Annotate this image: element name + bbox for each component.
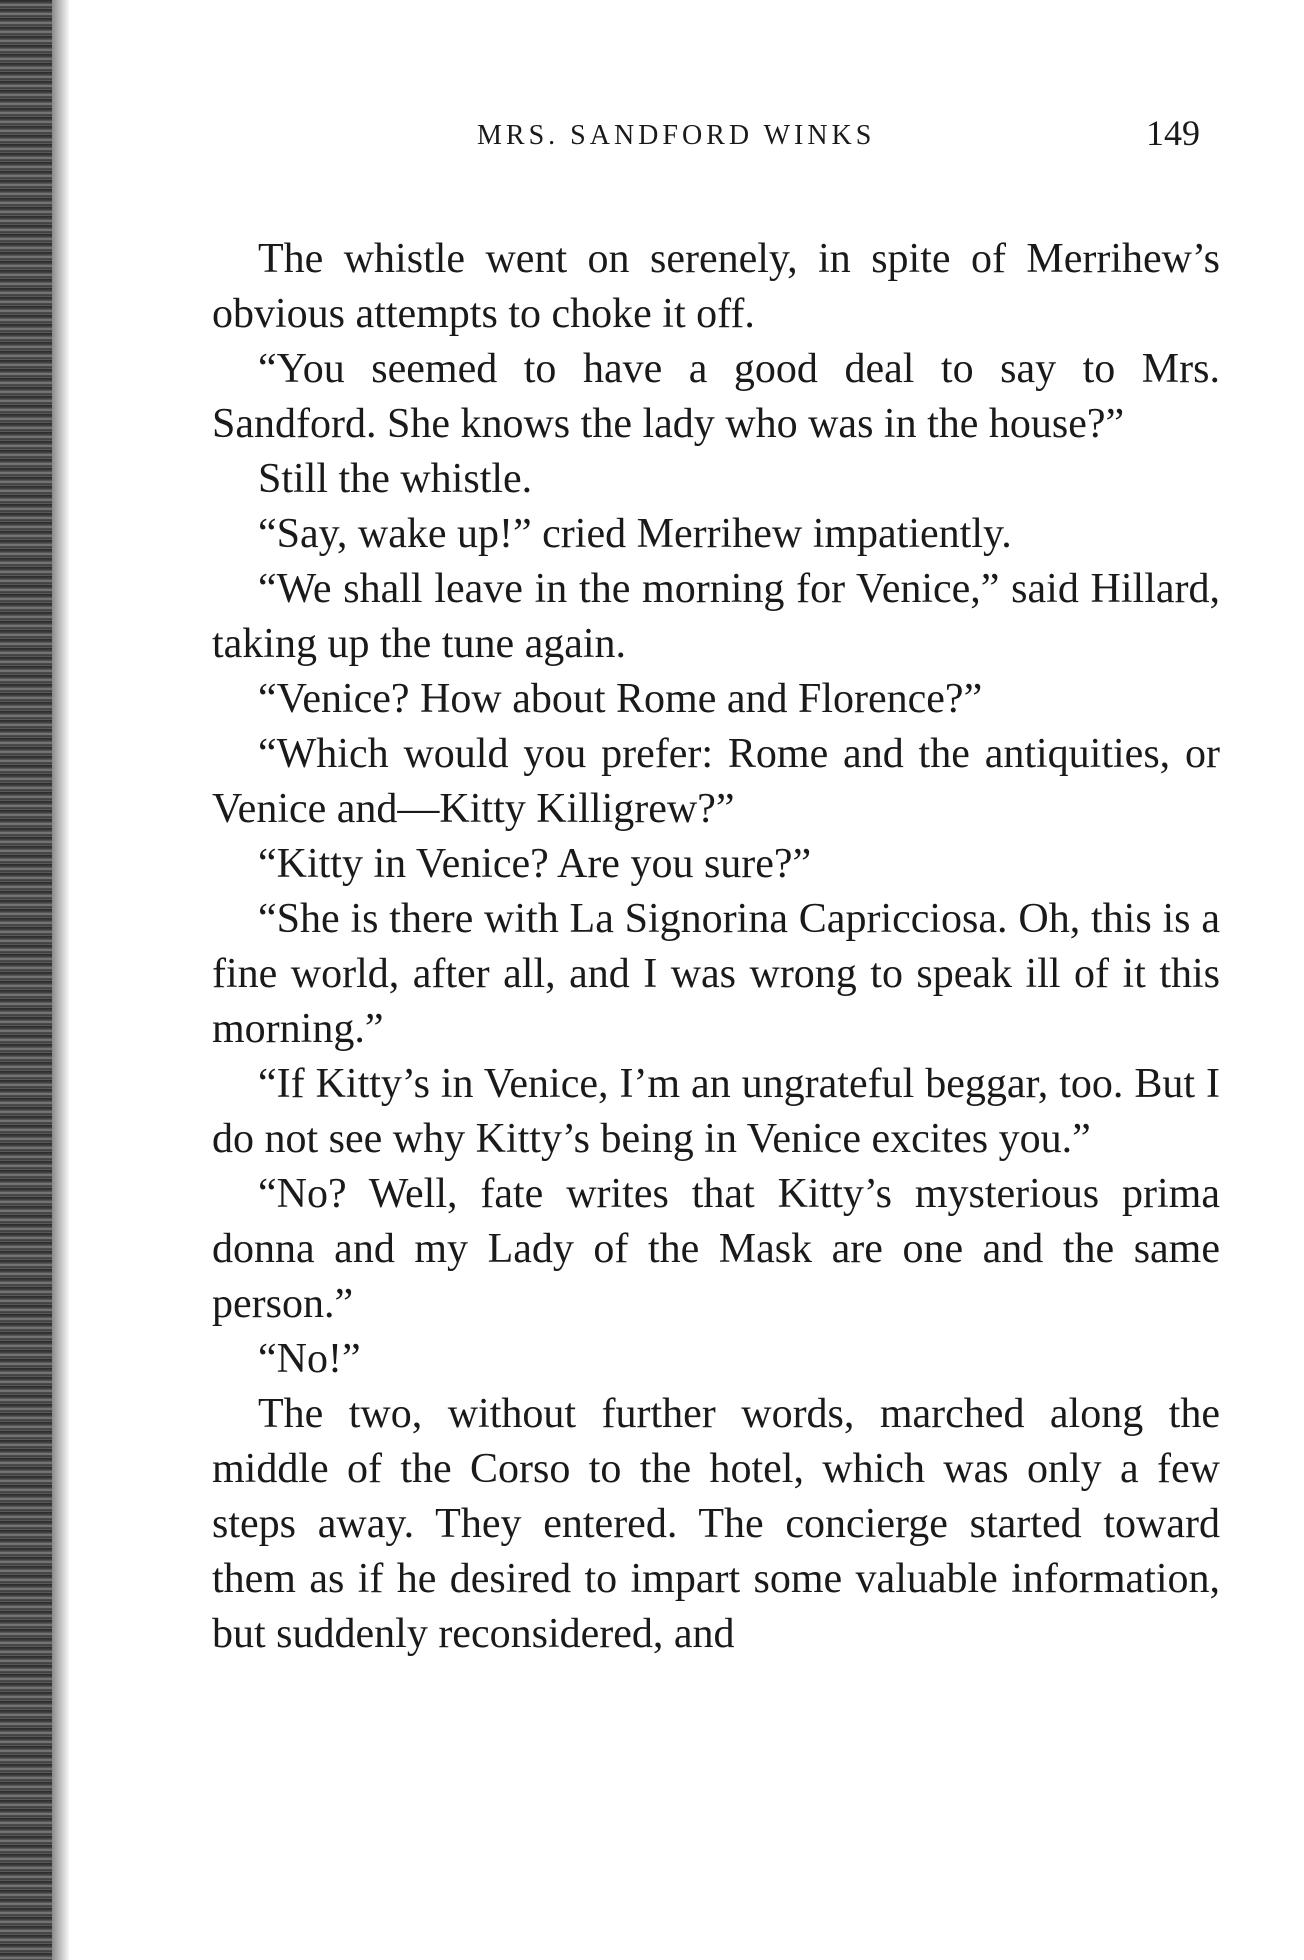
paragraph: “We shall leave in the morning for Venice,” said Hillard, taking up the tune again. [212,566,1220,667]
body-text [212,232,1220,1662]
paragraph: “She is there with La Signorina Capricciosa. Oh, this is a fine world, after all, and I was wrong to speak ill of it this morning.” [212,896,1220,1052]
paragraph: The two, without further words, marched along the middle of the Corso to the hotel, which was only a few steps away. They entered. The concierge started toward them as if he desired to impart some valuable information, but suddenly reconsidered, and [212,1391,1220,1657]
paragraph: The whistle went on serenely, in spite of Merrihew’s obvious attempts to choke it off. [212,236,1220,337]
paragraph: “Venice? How about Rome and Florence?” [258,676,983,722]
paragraph: Still the whistle. [258,456,533,502]
running-head [212,110,1220,170]
paragraph: “If Kitty’s in Venice, I’m an ungrateful beggar, too. But I do not see why Kitty’s being in Venice excites you.” [212,1061,1220,1162]
paragraph: “Kitty in Venice? Are you sure?” [258,841,812,887]
book-page [212,110,1220,1662]
paragraph: “No? Well, fate writes that Kitty’s mysterious prima donna and my Lady of the Mask are one and the same person.” [212,1171,1220,1327]
paragraph: “You seemed to have a good deal to say to Mrs. Sandford. She knows the lady who was in the house?” [212,346,1220,447]
binding-shadow [52,0,70,1960]
page-number: 149 [1146,113,1200,153]
paragraph: “Which would you prefer: Rome and the antiquities, or Venice and—Kitty Killigrew?” [212,731,1220,832]
running-head-title: MRS. SANDFORD WINKS [477,120,876,151]
book-binding-edge [0,0,52,1960]
paragraph: “No!” [258,1336,361,1382]
paragraph: “Say, wake up!” cried Merrihew impatiently. [258,511,1012,557]
